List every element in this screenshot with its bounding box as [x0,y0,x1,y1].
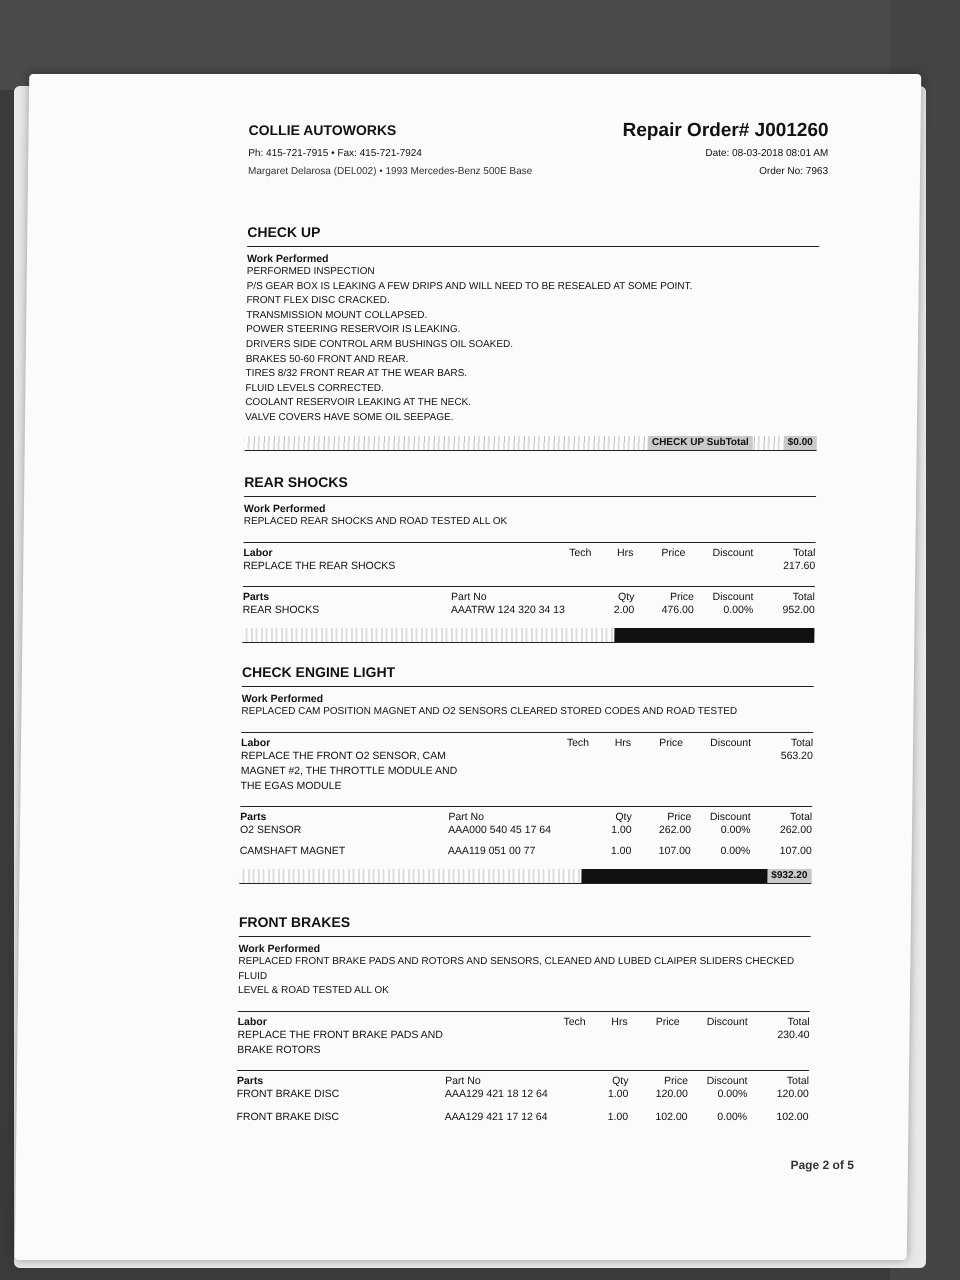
part-qty: 1.00 [607,1087,629,1100]
parts-header [237,1070,809,1087]
shop-contact: Ph: 415-721-7915 • Fax: 415-721-7924 [248,148,422,159]
col-total: Total [792,590,815,603]
col-price: Price [667,810,692,823]
labor-line: MAGNET #2, THE THROTTLE MODULE AND [240,764,458,777]
part-discount: 0.00% [717,1110,748,1123]
labor-header [243,542,815,559]
work-line: REPLACED CAM POSITION MAGNET AND O2 SENSORS CLEARED STORED CODES AND ROAD TESTED [241,706,738,717]
labor-row [237,1028,809,1058]
section-title: CHECK ENGINE LIGHT [242,664,814,687]
col-price: Price [663,1074,689,1087]
part-row [236,1110,808,1125]
labor-header [238,1011,810,1028]
parts-heading: Parts [236,1074,264,1087]
labor-line: REPLACE THE FRONT BRAKE PADS AND [237,1028,443,1041]
work-line: TIRES 8/32 FRONT REAR AT THE WEAR BARS. [245,368,468,380]
labor-desc [240,749,541,794]
part-number: AAA000 540 45 17 64 [448,823,552,836]
work-performed-heading: Work Performed [238,943,321,955]
work-line: VALVE COVERS HAVE SOME OIL SEEPAGE. [244,411,454,423]
col-qty: Qty [615,810,632,823]
col-total: Total [786,1074,810,1087]
work-line: DRIVERS SIDE CONTROL ARM BUSHINGS OIL SOAKED. [245,338,514,350]
subtotal-redacted [614,628,814,642]
section-title: CHECK UP [247,224,819,247]
labor-desc [237,1028,537,1058]
work-line: COOLANT RESERVOIR LEAKING AT THE NECK. [245,397,472,409]
subtotal-bar [245,436,817,451]
part-total: 120.00 [776,1087,809,1100]
labor-line: THE EGAS MODULE [240,779,342,792]
work-line: REPLACED REAR SHOCKS AND ROAD TESTED ALL OK [243,516,508,527]
part-price: 102.00 [655,1110,688,1123]
col-discount: Discount [709,810,751,823]
work-performed-heading: Work Performed [241,693,324,705]
part-row [240,823,812,838]
col-part-no: Part No [448,810,485,823]
col-total: Total [787,1015,810,1028]
col-hrs: Hrs [611,1015,628,1028]
section-check-engine-light [239,664,814,884]
col-price: Price [659,736,684,749]
work-line: LEVEL & ROAD TESTED ALL OK [237,985,389,997]
document-header [248,118,869,198]
part-number: AAA129 421 18 12 64 [444,1087,548,1100]
repair-order-number: Repair Order# J001260 [622,120,829,141]
part-discount: 0.00% [720,844,751,857]
document-body [236,118,869,1123]
col-hrs: Hrs [614,736,632,749]
part-qty: 1.00 [607,1110,629,1123]
part-desc: FRONT BRAKE DISC [236,1110,340,1123]
col-tech: Tech [566,736,590,749]
parts-header [240,806,812,823]
subtotal-value: $932.20 [767,869,811,883]
subtotal-bar [239,869,811,884]
labor-heading: Labor [243,546,273,559]
section-title: REAR SHOCKS [244,474,816,497]
col-qty: Qty [612,1074,629,1087]
work-performed-list [245,265,819,426]
col-price: Price [669,590,694,603]
labor-desc: REPLACE THE REAR SHOCKS [243,559,396,572]
part-price: 476.00 [661,603,694,616]
labor-row [243,559,815,574]
part-price: 107.00 [658,844,691,857]
customer-vehicle: Margaret Delarosa (DEL002) • 1993 Mercedes-Benz 500E Base [247,166,533,177]
part-desc: REAR SHOCKS [242,603,320,616]
work-line: FLUID LEVELS CORRECTED. [245,382,384,394]
col-discount: Discount [706,1015,748,1028]
col-total: Total [790,736,814,749]
col-total: Total [793,546,816,559]
section-title: FRONT BRAKES [239,914,811,937]
part-total: 107.00 [779,844,812,857]
col-tech: Tech [569,546,592,559]
subtotal-bar [242,628,814,643]
work-performed-heading: Work Performed [246,253,329,265]
order-number: Order No: 7963 [759,166,829,177]
shop-name: COLLIE AUTOWORKS [248,122,397,138]
work-line: FRONT FLEX DISC CRACKED. [246,295,390,307]
work-line: POWER STEERING RESERVOIR IS LEAKING. [246,324,461,336]
labor-total: 563.20 [780,749,813,762]
work-line: REPLACED FRONT BRAKE PADS AND ROTORS AND SENSORS, CLEANED AND LUBED CLAIPER SLIDERS CHECKED FLUID [238,956,795,982]
part-total: 952.00 [782,603,815,616]
part-qty: 2.00 [613,603,635,616]
part-qty: 1.00 [611,823,632,836]
col-price: Price [655,1015,680,1028]
labor-header [241,732,813,749]
part-total: 262.00 [779,823,813,836]
labor-line: REPLACE THE FRONT O2 SENSOR, CAM [240,749,446,762]
work-line: P/S GEAR BOX IS LEAKING A FEW DRIPS AND WILL NEED TO BE RESEALED AT SOME POINT. [246,280,693,292]
col-total: Total [789,810,813,823]
order-date: Date: 08-03-2018 08:01 AM [705,148,829,159]
part-number: AAATRW 124 320 34 13 [450,603,565,616]
labor-total: 230.40 [777,1028,810,1041]
part-number: AAA119 051 00 77 [447,844,536,857]
section-check-up [245,224,820,451]
part-total: 102.00 [776,1110,809,1123]
part-discount: 0.00% [720,823,751,836]
part-row [243,603,815,618]
col-discount: Discount [712,590,754,603]
col-hrs: Hrs [616,546,634,559]
page-number: Page 2 of 5 [790,1158,855,1172]
col-discount: Discount [710,736,752,749]
work-line: TRANSMISSION MOUNT COLLAPSED. [246,309,428,321]
part-price: 262.00 [658,823,692,836]
col-tech: Tech [563,1015,586,1028]
subtotal-label: CHECK UP SubTotal [648,436,753,450]
part-price: 120.00 [655,1087,688,1100]
labor-row [240,749,813,794]
work-line: BRAKES 50-60 FRONT AND REAR. [245,353,409,365]
parts-heading: Parts [242,590,270,603]
repair-order-page [15,74,921,1260]
col-discount: Discount [706,1074,748,1087]
section-rear-shocks [242,474,816,643]
part-desc: O2 SENSOR [239,823,302,836]
col-qty: Qty [618,590,635,603]
col-price: Price [661,546,686,559]
labor-heading: Labor [237,1015,267,1028]
parts-header [243,586,815,603]
work-performed-heading: Work Performed [243,503,326,515]
part-discount: 0.00% [717,1087,748,1100]
labor-line: BRAKE ROTORS [237,1043,321,1056]
parts-heading: Parts [240,810,267,823]
labor-heading: Labor [241,736,271,749]
part-desc: CAMSHAFT MAGNET [239,844,346,857]
col-part-no: Part No [445,1074,481,1087]
subtotal-value: $0.00 [784,436,817,450]
col-part-no: Part No [450,590,487,603]
part-desc: FRONT BRAKE DISC [236,1087,340,1100]
part-qty: 1.00 [610,844,632,857]
part-row [237,1087,809,1102]
part-discount: 0.00% [723,603,754,616]
part-row [240,844,812,859]
col-discount: Discount [712,546,754,559]
section-front-brakes [236,914,811,1125]
labor-total: 217.60 [783,559,816,572]
work-line: PERFORMED INSPECTION [246,266,375,277]
part-number: AAA129 421 17 12 64 [444,1110,548,1123]
